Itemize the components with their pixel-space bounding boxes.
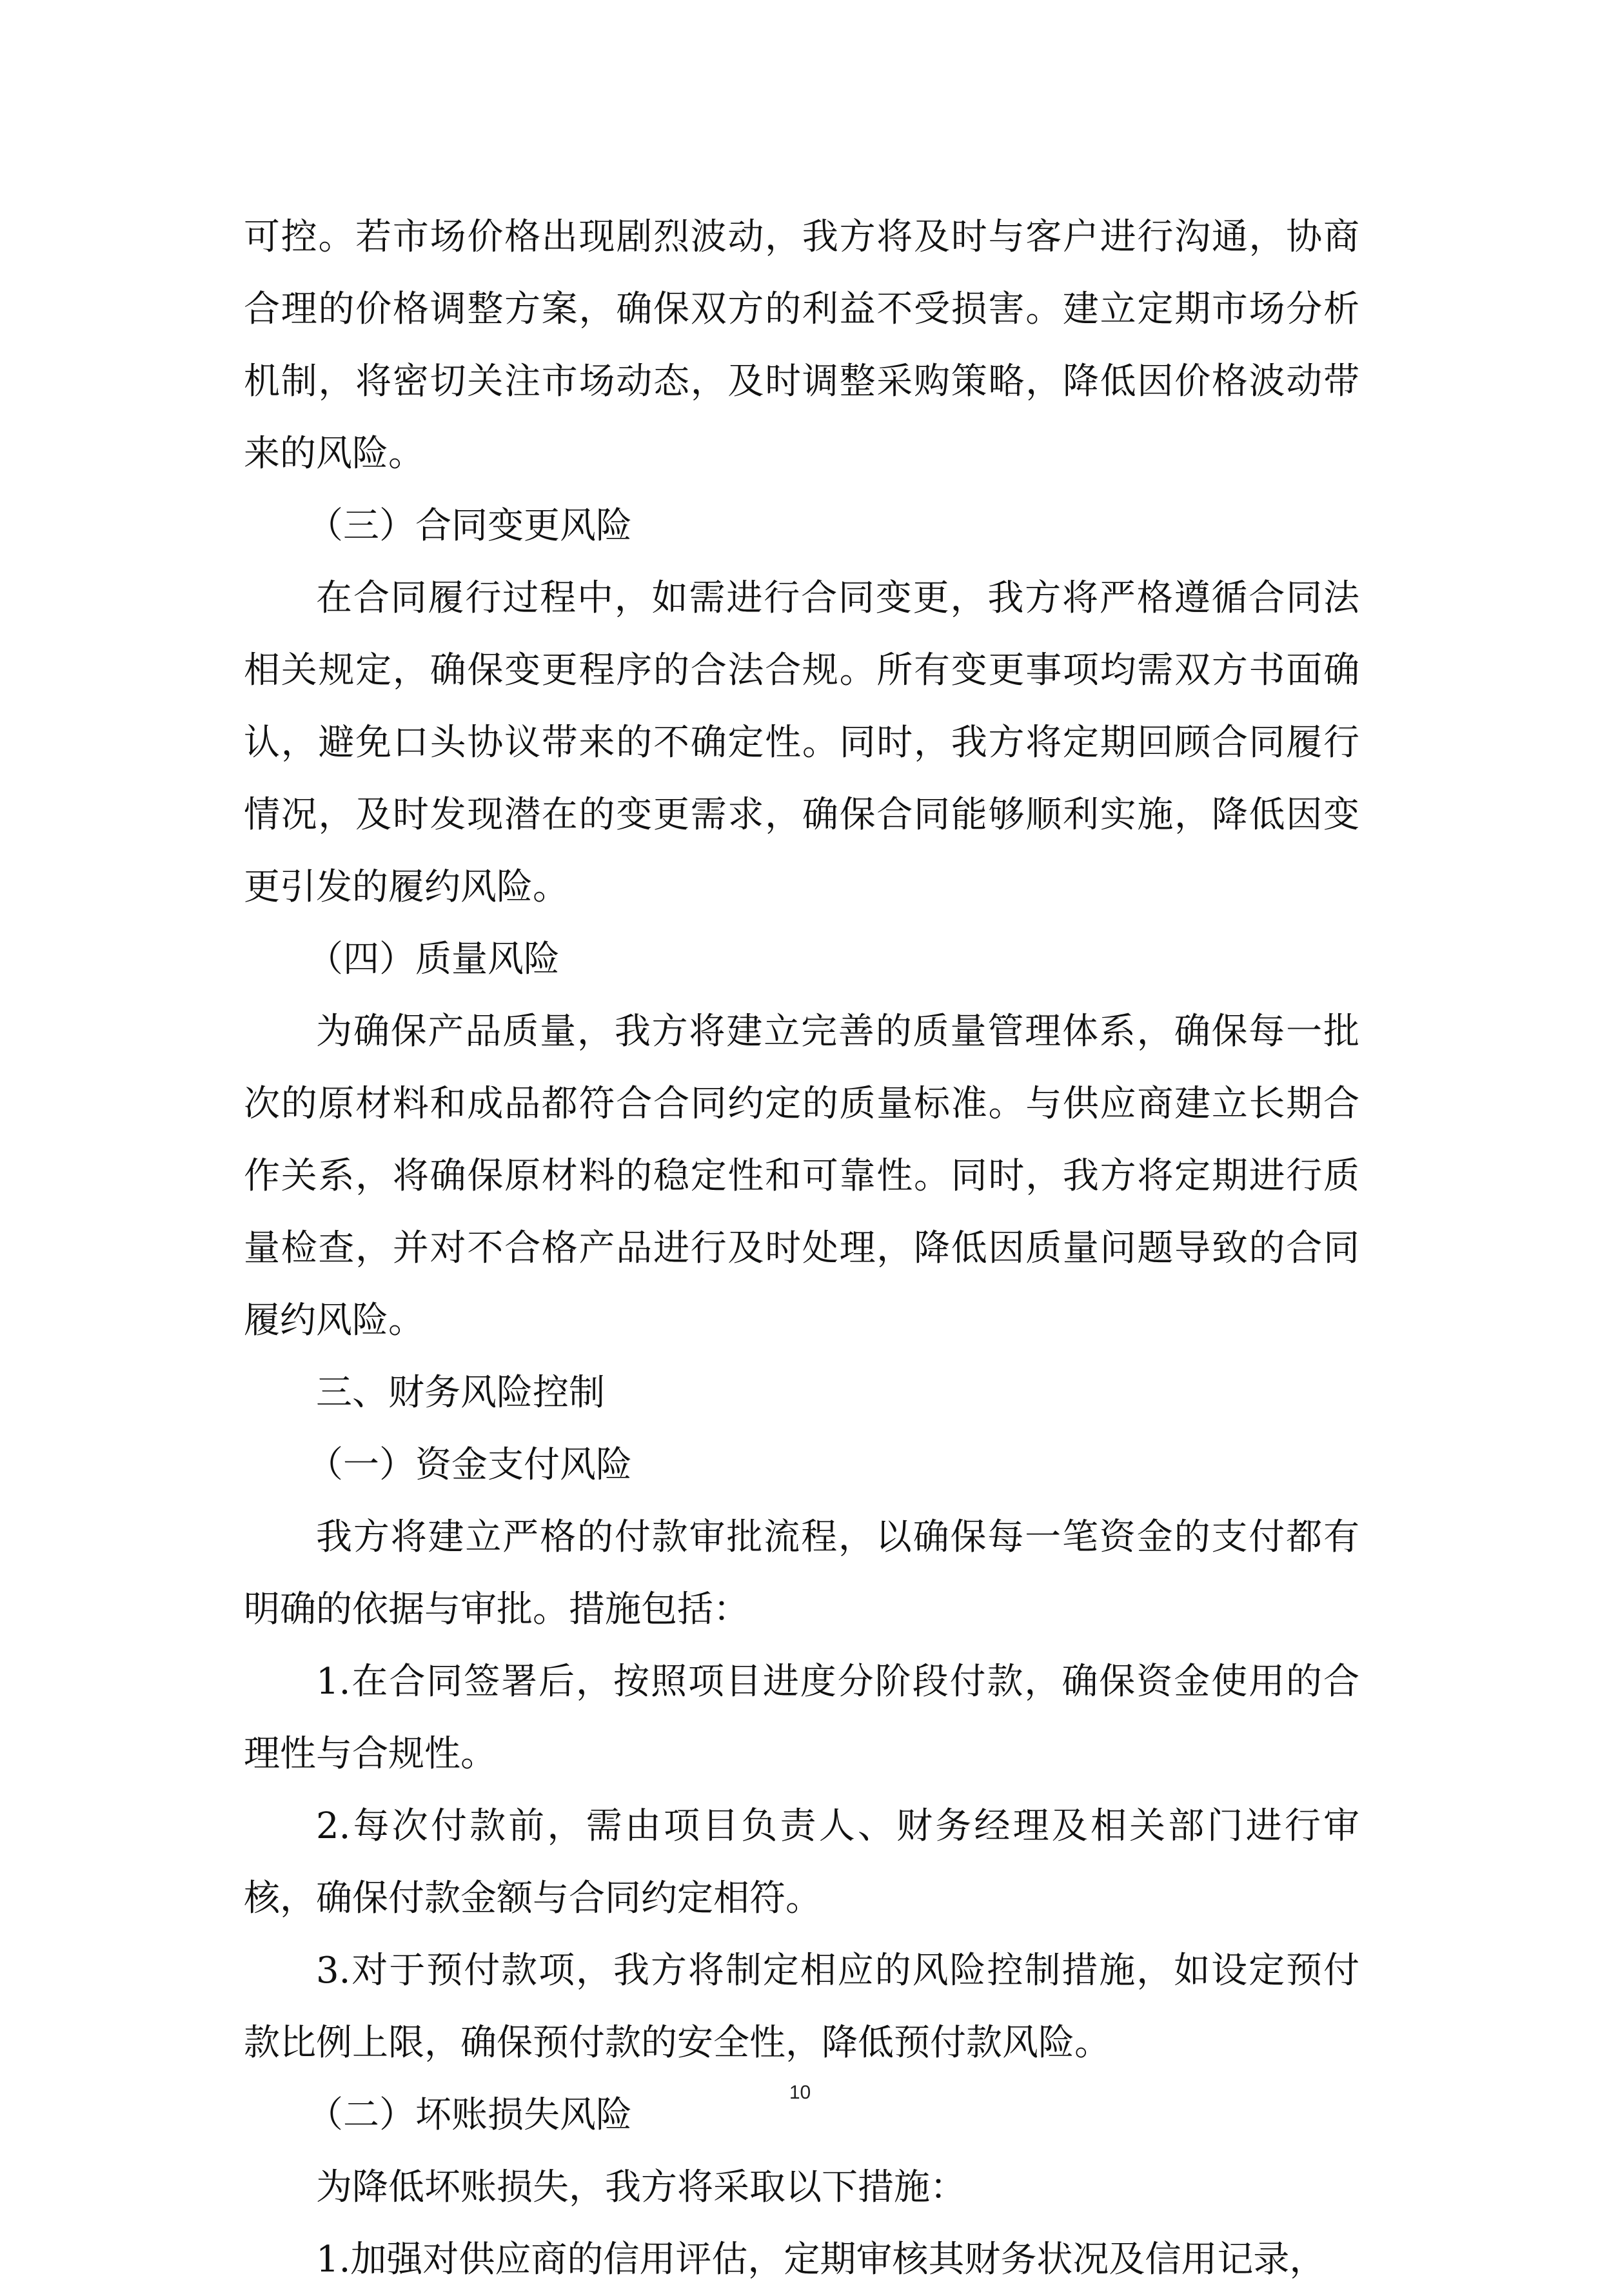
list-item-payment-review: 2.每次付款前，需由项目负责人、财务经理及相关部门进行审核，确保付款金额与合同约定相符。: [244, 1805, 1359, 1919]
list-item-phased-payment: 1.在合同签署后，按照项目进度分阶段付款，确保资金使用的合理性与合规性。: [244, 1661, 1359, 1775]
heading-bad-debt-risk: （二）坏账损失风险: [307, 2094, 632, 2136]
heading-quality-risk: （四）质量风险: [307, 938, 560, 980]
paragraph-market-price: 可控。若市场价格出现剧烈波动，我方将及时与客户进行沟通，协商合理的价格调整方案，确保双方的利益不受损害。建立定期市场分析机制，将密切关注市场动态，及时调整采购策略，降低因价格波动带来的风险。: [244, 216, 1359, 475]
list-item-supplier-credit: 1.加强对供应商的信用评估，定期审核其财务状况及信用记录，: [316, 2239, 1326, 2281]
document-body: [244, 201, 1359, 2296]
heading-contract-change-risk: （三）合同变更风险: [307, 505, 632, 547]
heading-financial-risk-control: 三、财务风险控制: [316, 1372, 605, 1414]
paragraph-payment-approval: 我方将建立严格的付款审批流程，以确保每一笔资金的支付都有明确的依据与审批。措施包括：: [244, 1516, 1359, 1630]
list-item-prepayment-control: 3.对于预付款项，我方将制定相应的风险控制措施，如设定预付款比例上限，确保预付款的安全性，降低预付款风险。: [244, 1950, 1359, 2064]
page-number: 10: [789, 2082, 811, 2103]
paragraph-quality: 为确保产品质量，我方将建立完善的质量管理体系，确保每一批次的原材料和成品都符合合同约定的质量标准。与供应商建立长期合作关系，将确保原材料的稳定性和可靠性。同时，我方将定期进行质量检查，并对不合格产品进行及时处理，降低因质量问题导致的合同履约风险。: [244, 1011, 1359, 1341]
paragraph-bad-debt-measures: 为降低坏账损失，我方将采取以下措施：: [316, 2166, 966, 2208]
heading-payment-risk: （一）资金支付风险: [307, 1444, 632, 1486]
paragraph-contract-change: 在合同履行过程中，如需进行合同变更，我方将严格遵循合同法相关规定，确保变更程序的合法合规。所有变更事项均需双方书面确认，避免口头协议带来的不确定性。同时，我方将定期回顾合同履行情况，及时发现潜在的变更需求，确保合同能够顺利实施，降低因变更引发的履约风险。: [244, 577, 1359, 908]
